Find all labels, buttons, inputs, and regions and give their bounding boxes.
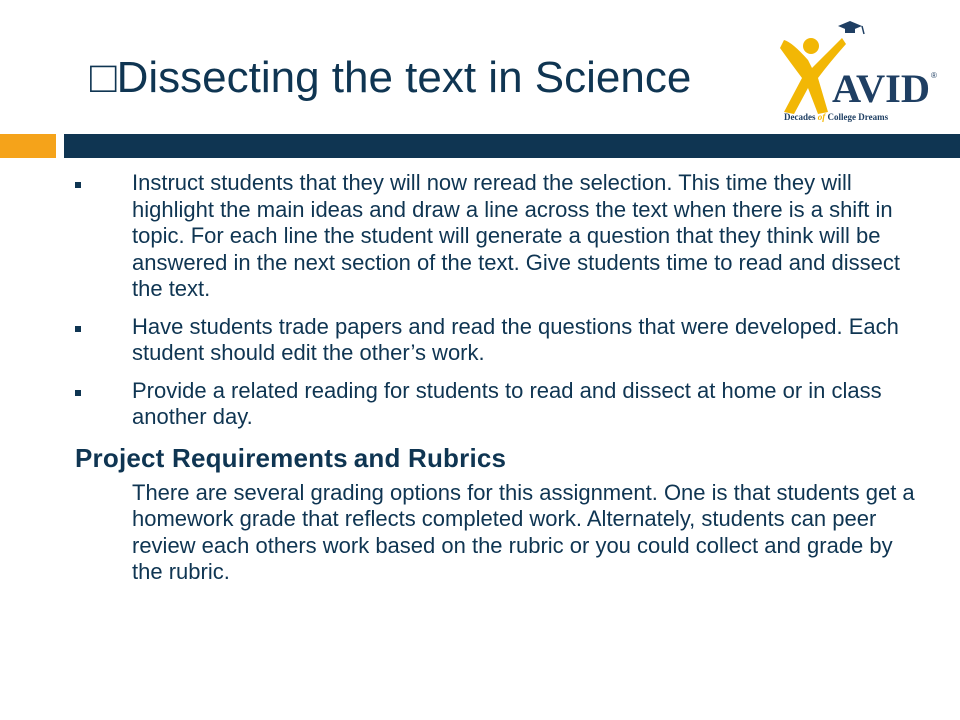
accent-bar-navy — [64, 134, 960, 158]
square-bullet-icon — [75, 182, 81, 188]
bullet-text: Have students trade papers and read the questions that were developed. Each student should edit the other’s work. — [132, 313, 899, 365]
section-paragraph: There are several grading options for this assignment. One is that students get a homework grade that reflects completed work. Alternately, students can peer review each others work based on the rubric or you could collect and grade by the rubric. — [132, 479, 915, 584]
avid-tagline: Decades of College Dreams — [784, 112, 889, 122]
graduation-cap-icon — [838, 21, 864, 34]
section-heading — [75, 442, 925, 474]
slide-title-text: Dissecting the text in Science — [116, 53, 692, 102]
bullet-text: Provide a related reading for students to read and dissect at home or in class another day. — [132, 377, 882, 429]
registered-mark: ® — [931, 71, 937, 80]
section-heading-part2: and Rubrics — [353, 442, 507, 473]
slide-body — [75, 170, 925, 586]
accent-bar-orange — [0, 134, 56, 158]
avid-wordmark: AVID — [832, 66, 930, 111]
avid-logo — [778, 18, 943, 128]
bullet-item — [75, 170, 925, 303]
bullet-text: Instruct students that they will now reread the selection. This time they will highlight the main ideas and draw a line across the text when there is a shift in topic. For each line the student will generate a question that they think will be answered in the next section of the text. Give students time to read and dissect the text. — [132, 170, 900, 301]
square-bullet-icon — [75, 326, 81, 332]
square-bullet-icon — [75, 390, 81, 396]
slide-title — [90, 50, 691, 106]
title-placeholder-glyph: □ — [90, 53, 117, 102]
section-heading-part1: Project Requirements — [75, 442, 348, 473]
bullet-item — [75, 314, 925, 367]
bullet-item — [75, 378, 925, 431]
